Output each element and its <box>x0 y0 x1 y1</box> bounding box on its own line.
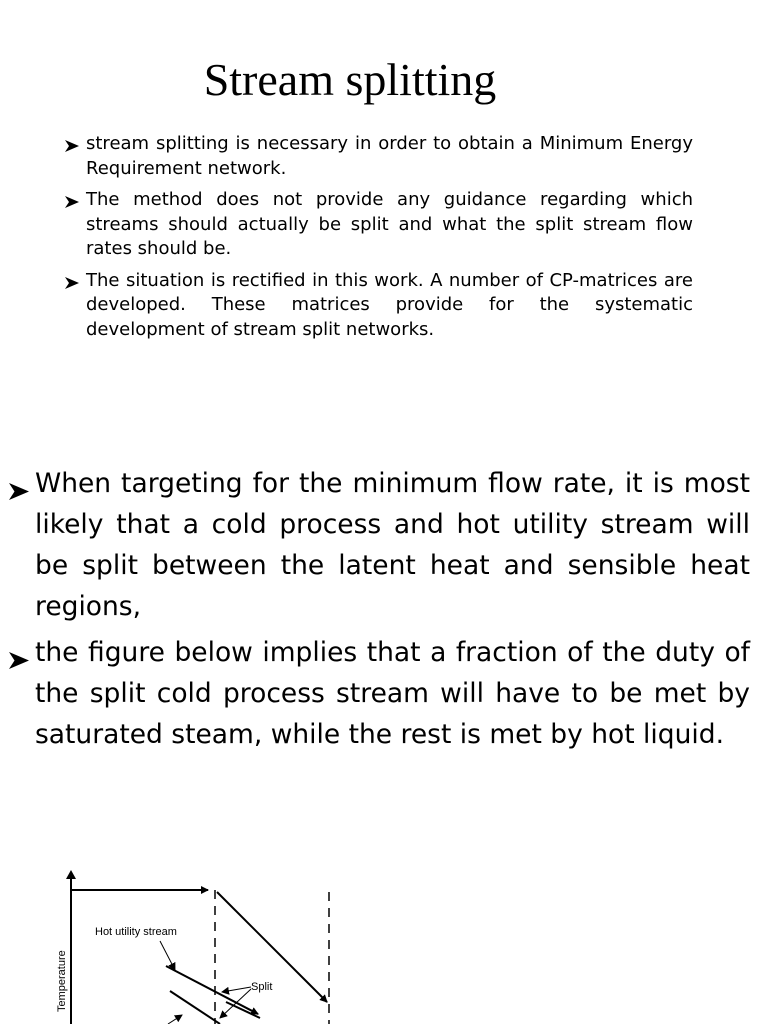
list-item <box>64 132 693 181</box>
list-item <box>8 632 750 755</box>
split-label: Split <box>251 981 273 993</box>
arrow-bullet-icon <box>64 188 86 217</box>
y-axis-arrow-icon <box>66 870 76 879</box>
arrow-bullet-icon <box>64 269 86 298</box>
split-pointer-upper <box>222 987 251 992</box>
bottom-bullet-list <box>8 463 750 760</box>
hot-utility-pointer <box>160 941 175 970</box>
y-axis-label: Temperature <box>56 950 68 1012</box>
split-stream-lower <box>170 991 220 1024</box>
arrow-bullet-icon <box>8 463 35 513</box>
bullet-text: When targeting for the minimum flow rate, it is most likely that a cold process and hot utility stream will be split between the latent heat and sensible heat regions, <box>35 468 750 622</box>
hot-utility-label: Hot utility stream <box>95 926 177 938</box>
arrow-bullet-icon <box>64 132 86 161</box>
list-item <box>8 463 750 627</box>
stream-split-figure <box>50 866 350 1024</box>
split-pointer-lower <box>220 989 251 1018</box>
page-title: Stream splitting <box>203 54 497 105</box>
list-item <box>64 188 693 262</box>
bullet-text: The method does not provide any guidance regarding which streams should actually be split and what the split stream flow rates should be. <box>86 189 693 259</box>
bullet-text: The situation is rectified in this work. A number of CP-matrices are developed. These matrices provide for the systematic development of stream split networks. <box>86 269 693 340</box>
top-bullet-list <box>64 132 693 349</box>
lower-pointer <box>168 1015 182 1024</box>
split-stream-upper <box>166 966 258 1014</box>
arrow-bullet-icon <box>8 632 35 682</box>
list-item <box>64 269 693 343</box>
split-stream-lower-right <box>226 1002 260 1018</box>
bullet-text: the figure below implies that a fraction of the duty of the split cold process stream will have to be met by saturated steam, while the rest is met by hot liquid. <box>35 637 750 750</box>
bullet-text: stream splitting is necessary in order to obtain a Minimum Energy Requirement network. <box>86 133 693 179</box>
